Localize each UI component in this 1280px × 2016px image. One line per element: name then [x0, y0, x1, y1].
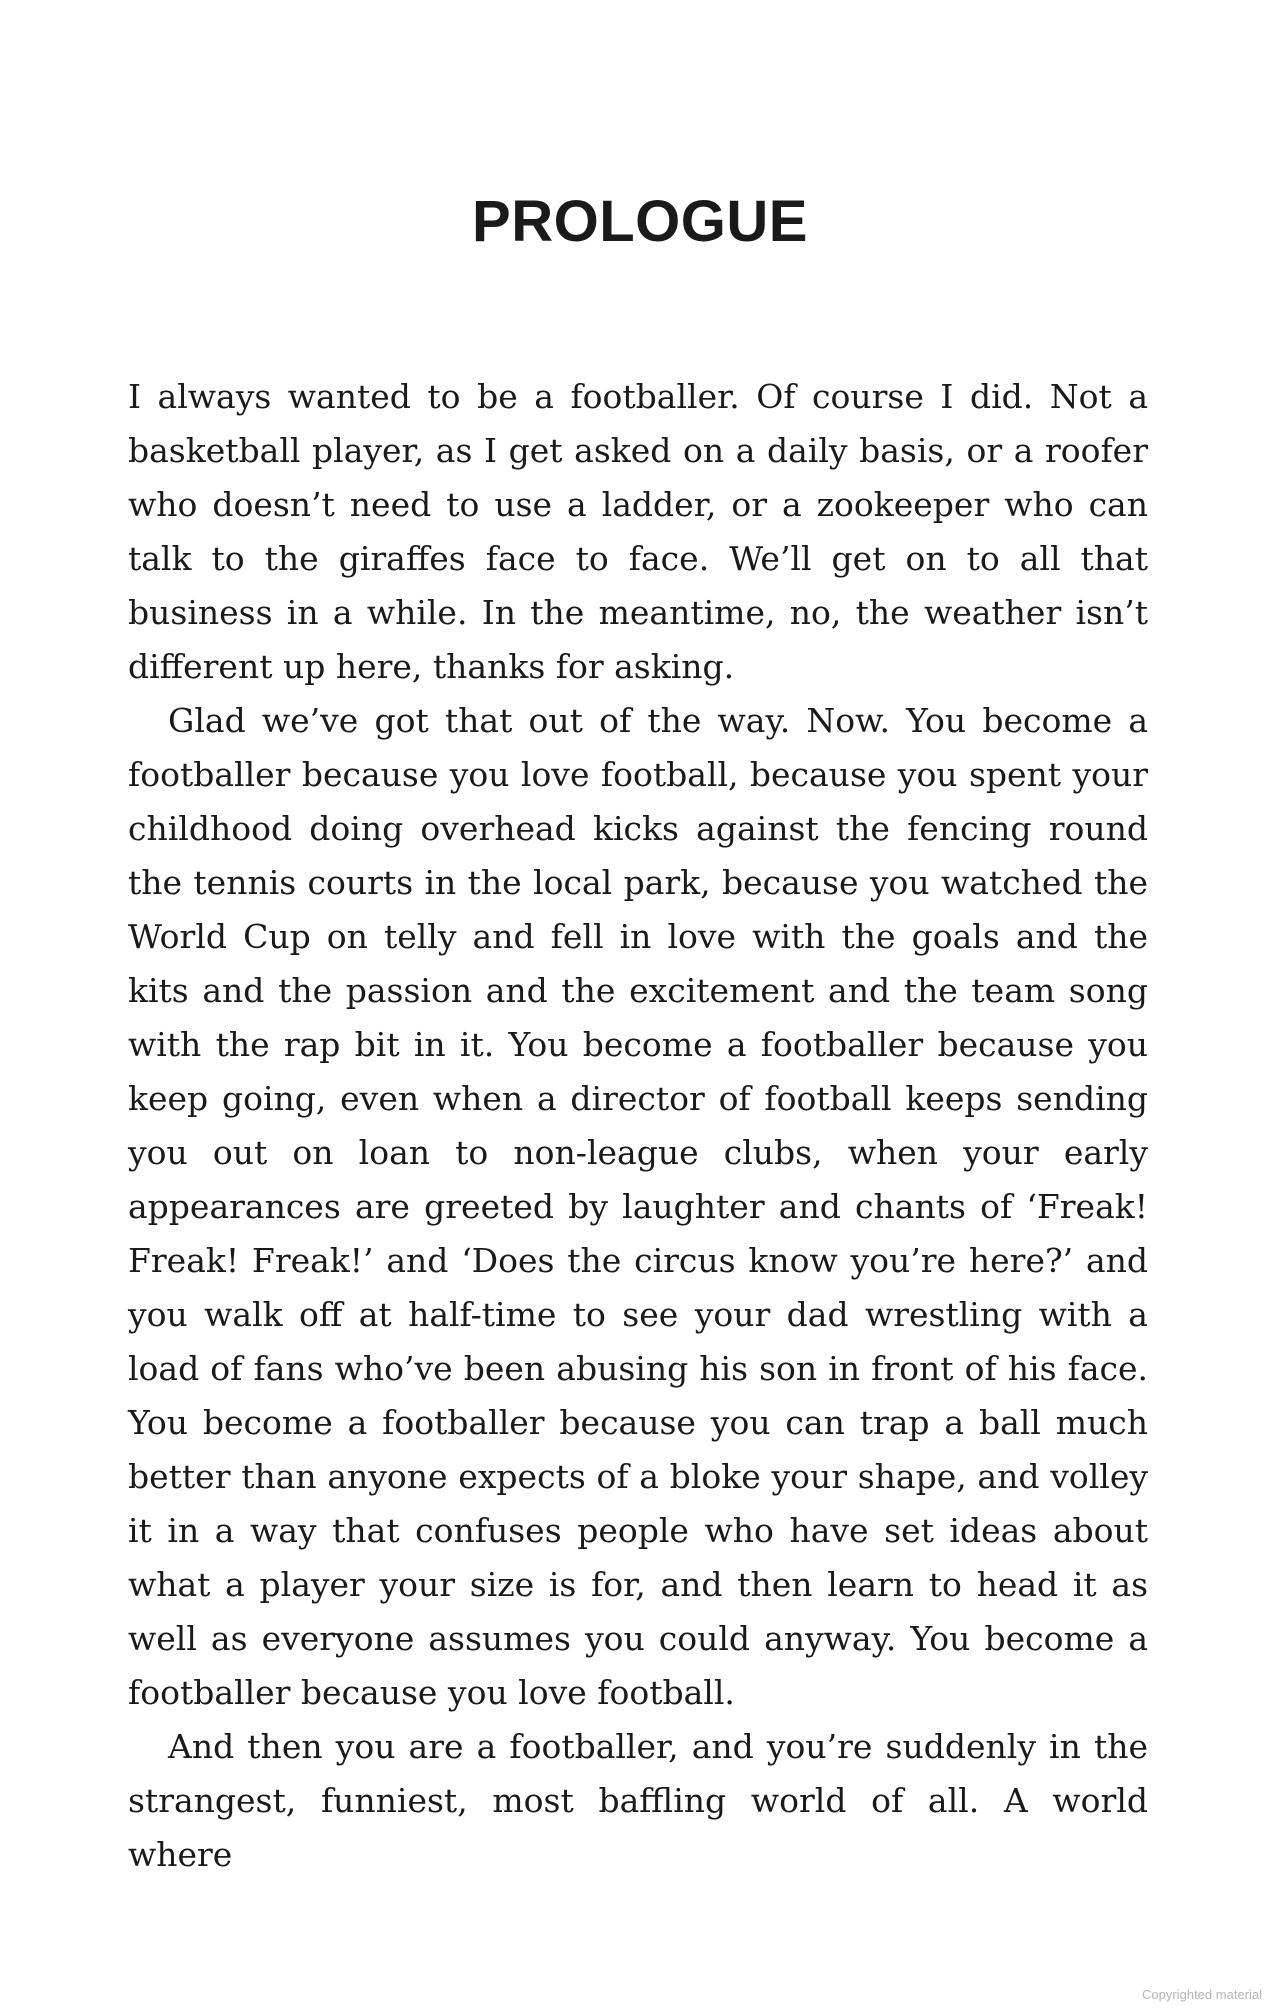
paragraph: Glad we’ve got that out of the way. Now. You become a footballer because you love football, because you spent your childhood doing overhead kicks against the fencing round the tennis courts in the local park, because you watched the World Cup on telly and fell in love with the goals and the kits and the passion and the excitement and the team song with the rap bit in it. You become a footballer because you keep going, even when a director of football keeps sending you out on loan to non-league clubs, when your early appearances are greeted by laughter and chants of ‘Freak! Freak! Freak!’ and ‘Does the circus know you’re here?’ and you walk off at half-time to see your dad wrestling with a load of fans who’ve been abusing his son in front of his face. You become a footballer because you can trap a ball much better than anyone expects of a bloke your shape, and volley it in a way that confuses people who have set ideas about what a player your size is for, and then learn to head it as well as everyone assumes you could anyway. You become a footballer because you love football. [128, 701, 1148, 1712]
body-text [128, 370, 1148, 1882]
chapter-title: PROLOGUE [472, 189, 808, 254]
paragraph: I always wanted to be a footballer. Of course I did. Not a basketball player, as I get asked on a daily basis, or a roofer who doesn’t need to use a ladder, or a zookeeper who can talk to the giraffes face to face. We’ll get on to all that business in a while. In the meantime, no, the weather isn’t different up here, thanks for asking. [128, 377, 1148, 686]
copyright-notice: Copyrighted material [1142, 1987, 1262, 2002]
paragraph: And then you are a footballer, and you’re suddenly in the strangest, funniest, most baffling world of all. A world where [128, 1727, 1148, 1874]
